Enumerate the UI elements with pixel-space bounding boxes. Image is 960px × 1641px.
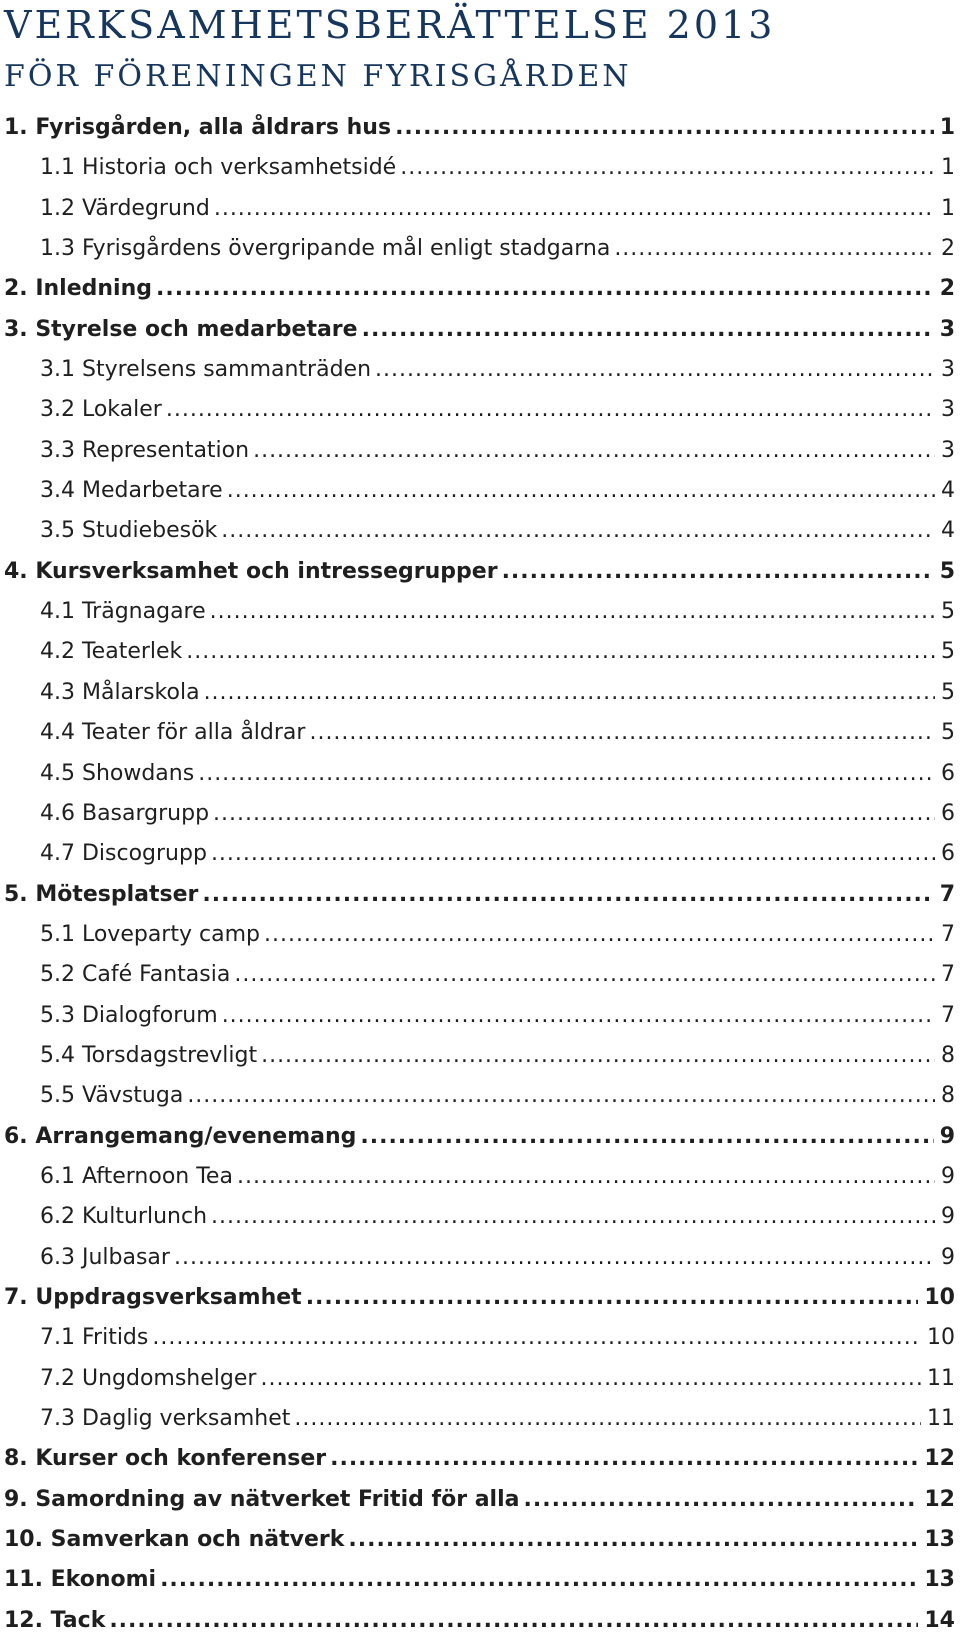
toc-subsection-entry[interactable] xyxy=(0,794,960,834)
toc-entry-page-number: 7 xyxy=(939,881,955,907)
toc-entry-page-number: 7 xyxy=(941,921,955,947)
toc-dot-leader xyxy=(210,592,935,632)
toc-entry-label: 4.2 Teaterlek xyxy=(40,639,183,665)
toc-dot-leader xyxy=(204,673,935,713)
toc-dot-leader xyxy=(524,1480,919,1520)
toc-entry-page-number: 3 xyxy=(941,397,955,423)
toc-dot-leader xyxy=(221,511,935,551)
toc-subsection-entry[interactable] xyxy=(0,148,960,188)
toc-entry-label: 3.1 Styrelsens sammanträden xyxy=(40,357,372,383)
toc-entry-page-number: 11 xyxy=(927,1365,955,1391)
toc-dot-leader xyxy=(294,1399,921,1439)
toc-dot-leader xyxy=(211,834,935,874)
toc-dot-leader xyxy=(187,1076,935,1116)
toc-entry-label: 3. Styrelse och medarbetare xyxy=(4,316,358,342)
toc-entry-page-number: 3 xyxy=(941,437,955,463)
toc-entry-page-number: 7 xyxy=(941,962,955,988)
toc-subsection-entry[interactable] xyxy=(0,1076,960,1116)
toc-entry-label: 4. Kursverksamhet och intressegrupper xyxy=(4,558,498,584)
toc-dot-leader xyxy=(264,915,935,955)
toc-entry-page-number: 5 xyxy=(939,558,955,584)
toc-section-entry[interactable] xyxy=(0,552,960,592)
toc-dot-leader xyxy=(306,1278,919,1318)
toc-entry-label: 5.3 Dialogforum xyxy=(40,1002,218,1028)
toc-entry-page-number: 9 xyxy=(941,1204,955,1230)
toc-entry-label: 7.1 Fritids xyxy=(40,1325,149,1351)
table-of-contents xyxy=(0,108,960,1641)
toc-entry-page-number: 8 xyxy=(941,1042,955,1068)
toc-entry-label: 6.2 Kulturlunch xyxy=(40,1204,208,1230)
toc-subsection-entry[interactable] xyxy=(0,1318,960,1358)
toc-section-entry[interactable] xyxy=(0,1439,960,1479)
toc-entry-label: 6.1 Afternoon Tea xyxy=(40,1163,233,1189)
toc-entry-page-number: 1 xyxy=(941,155,955,181)
toc-entry-label: 11. Ekonomi xyxy=(4,1567,157,1593)
toc-subsection-entry[interactable] xyxy=(0,592,960,632)
toc-entry-page-number: 4 xyxy=(941,478,955,504)
toc-entry-page-number: 9 xyxy=(941,1244,955,1270)
document-subtitle: FÖR FÖRENINGEN FYRISGÅRDEN xyxy=(4,59,632,94)
toc-entry-label: 5.5 Vävstuga xyxy=(40,1083,184,1109)
toc-entry-page-number: 8 xyxy=(941,1083,955,1109)
document-title: VERKSAMHETSBERÄTTELSE 2013 xyxy=(4,3,776,47)
toc-section-entry[interactable] xyxy=(0,1278,960,1318)
toc-entry-label: 4.5 Showdans xyxy=(40,760,195,786)
toc-subsection-entry[interactable] xyxy=(0,632,960,672)
toc-entry-page-number: 10 xyxy=(927,1325,955,1351)
toc-dot-leader xyxy=(309,713,935,753)
toc-section-entry[interactable] xyxy=(0,1560,960,1600)
toc-dot-leader xyxy=(395,108,934,148)
toc-dot-leader xyxy=(375,350,935,390)
toc-subsection-entry[interactable] xyxy=(0,955,960,995)
toc-section-entry[interactable] xyxy=(0,1480,960,1520)
toc-entry-page-number: 12 xyxy=(924,1446,955,1472)
toc-entry-label: 9. Samordning av nätverket Fritid för alla xyxy=(4,1486,520,1512)
toc-entry-label: 5.1 Loveparty camp xyxy=(40,921,260,947)
toc-dot-leader xyxy=(198,754,935,794)
toc-dot-leader xyxy=(614,229,935,269)
toc-subsection-entry[interactable] xyxy=(0,1359,960,1399)
toc-subsection-entry[interactable] xyxy=(0,1238,960,1278)
toc-dot-leader xyxy=(400,148,935,188)
toc-dot-leader xyxy=(156,269,934,309)
toc-dot-leader xyxy=(174,1238,935,1278)
toc-entry-label: 6.3 Julbasar xyxy=(40,1244,170,1270)
toc-dot-leader xyxy=(222,996,935,1036)
toc-subsection-entry[interactable] xyxy=(0,915,960,955)
toc-entry-page-number: 3 xyxy=(939,316,955,342)
toc-dot-leader xyxy=(362,310,934,350)
toc-subsection-entry[interactable] xyxy=(0,431,960,471)
toc-entry-label: 3.4 Medarbetare xyxy=(40,478,223,504)
toc-entry-page-number: 5 xyxy=(941,639,955,665)
toc-entry-page-number: 9 xyxy=(941,1163,955,1189)
toc-section-entry[interactable] xyxy=(0,108,960,148)
toc-subsection-entry[interactable] xyxy=(0,390,960,430)
toc-entry-label: 4.4 Teater för alla åldrar xyxy=(40,720,306,746)
toc-dot-leader xyxy=(348,1520,918,1560)
toc-entry-label: 1. Fyrisgården, alla åldrars hus xyxy=(4,115,392,140)
toc-dot-leader xyxy=(202,875,933,915)
toc-entry-page-number: 5 xyxy=(941,679,955,705)
toc-entry-label: 1.2 Värdegrund xyxy=(40,195,210,221)
toc-dot-leader xyxy=(214,189,935,229)
toc-entry-page-number: 10 xyxy=(924,1284,955,1310)
toc-section-entry[interactable] xyxy=(0,1520,960,1560)
toc-entry-label: 3.5 Studiebesök xyxy=(40,518,218,544)
toc-subsection-entry[interactable] xyxy=(0,754,960,794)
toc-section-entry[interactable] xyxy=(0,875,960,915)
toc-subsection-entry[interactable] xyxy=(0,511,960,551)
toc-entry-page-number: 6 xyxy=(941,800,955,826)
toc-entry-page-number: 6 xyxy=(941,760,955,786)
toc-entry-label: 1.3 Fyrisgårdens övergripande mål enligt stadgarna xyxy=(40,236,611,262)
toc-subsection-entry[interactable] xyxy=(0,1036,960,1076)
toc-entry-label: 3.3 Representation xyxy=(40,437,250,463)
toc-entry-label: 7.3 Daglig verksamhet xyxy=(40,1406,291,1431)
toc-entry-label: 6. Arrangemang/evenemang xyxy=(4,1123,357,1149)
toc-section-entry[interactable] xyxy=(0,269,960,309)
toc-subsection-entry[interactable] xyxy=(0,1157,960,1197)
toc-subsection-entry[interactable] xyxy=(0,350,960,390)
toc-entry-label: 7.2 Ungdomshelger xyxy=(40,1365,257,1391)
toc-entry-page-number: 13 xyxy=(924,1567,955,1593)
toc-entry-label: 4.3 Målarskola xyxy=(40,679,200,705)
toc-entry-page-number: 2 xyxy=(941,236,955,262)
toc-entry-label: 2. Inledning xyxy=(4,276,152,302)
toc-entry-label: 7. Uppdragsverksamhet xyxy=(4,1284,302,1310)
toc-entry-label: 8. Kurser och konferenser xyxy=(4,1446,327,1472)
toc-dot-leader xyxy=(502,552,934,592)
toc-entry-page-number: 1 xyxy=(941,195,955,221)
toc-dot-leader xyxy=(360,1117,933,1157)
toc-dot-leader xyxy=(260,1359,921,1399)
toc-subsection-entry[interactable] xyxy=(0,189,960,229)
toc-entry-page-number: 2 xyxy=(939,276,955,302)
toc-dot-leader xyxy=(213,794,935,834)
toc-entry-page-number: 7 xyxy=(941,1002,955,1028)
toc-subsection-entry[interactable] xyxy=(0,673,960,713)
toc-dot-leader xyxy=(152,1318,921,1358)
toc-entry-label: 10. Samverkan och nätverk xyxy=(4,1527,345,1553)
toc-dot-leader xyxy=(330,1439,918,1479)
toc-dot-leader xyxy=(234,955,935,995)
toc-dot-leader xyxy=(166,390,935,430)
toc-entry-page-number: 12 xyxy=(924,1486,955,1512)
toc-subsection-entry[interactable] xyxy=(0,713,960,753)
toc-entry-page-number: 9 xyxy=(939,1123,955,1149)
toc-subsection-entry[interactable] xyxy=(0,1399,960,1439)
toc-entry-page-number: 1 xyxy=(939,115,955,140)
toc-entry-label: 4.7 Discogrupp xyxy=(40,841,207,867)
toc-dot-leader xyxy=(186,632,935,672)
toc-entry-label: 1.1 Historia och verksamhetsidé xyxy=(40,155,397,181)
toc-entry-label: 12. Tack xyxy=(4,1607,106,1633)
toc-dot-leader xyxy=(211,1197,935,1237)
toc-dot-leader xyxy=(253,431,935,471)
toc-entry-page-number: 14 xyxy=(924,1607,955,1633)
toc-entry-page-number: 11 xyxy=(927,1406,955,1431)
toc-entry-label: 5.4 Torsdagstrevligt xyxy=(40,1042,258,1068)
toc-entry-page-number: 4 xyxy=(941,518,955,544)
toc-section-entry[interactable] xyxy=(0,1117,960,1157)
toc-entry-page-number: 5 xyxy=(941,720,955,746)
toc-entry-label: 3.2 Lokaler xyxy=(40,397,162,423)
toc-section-entry[interactable] xyxy=(0,310,960,350)
toc-subsection-entry[interactable] xyxy=(0,1197,960,1237)
toc-entry-page-number: 5 xyxy=(941,599,955,625)
toc-entry-label: 5.2 Café Fantasia xyxy=(40,962,231,988)
toc-dot-leader xyxy=(160,1560,918,1600)
toc-dot-leader xyxy=(237,1157,935,1197)
toc-subsection-entry[interactable] xyxy=(0,834,960,874)
toc-dot-leader xyxy=(227,471,935,511)
toc-dot-leader xyxy=(109,1601,918,1641)
toc-section-entry[interactable] xyxy=(0,1601,960,1641)
toc-entry-page-number: 3 xyxy=(941,357,955,383)
toc-entry-page-number: 6 xyxy=(941,841,955,867)
toc-entry-label: 4.1 Trägnagare xyxy=(40,599,206,625)
toc-entry-label: 4.6 Basargrupp xyxy=(40,800,210,826)
toc-entry-page-number: 13 xyxy=(924,1527,955,1553)
toc-subsection-entry[interactable] xyxy=(0,229,960,269)
toc-dot-leader xyxy=(261,1036,935,1076)
toc-entry-label: 5. Mötesplatser xyxy=(4,881,199,907)
toc-subsection-entry[interactable] xyxy=(0,471,960,511)
toc-subsection-entry[interactable] xyxy=(0,996,960,1036)
